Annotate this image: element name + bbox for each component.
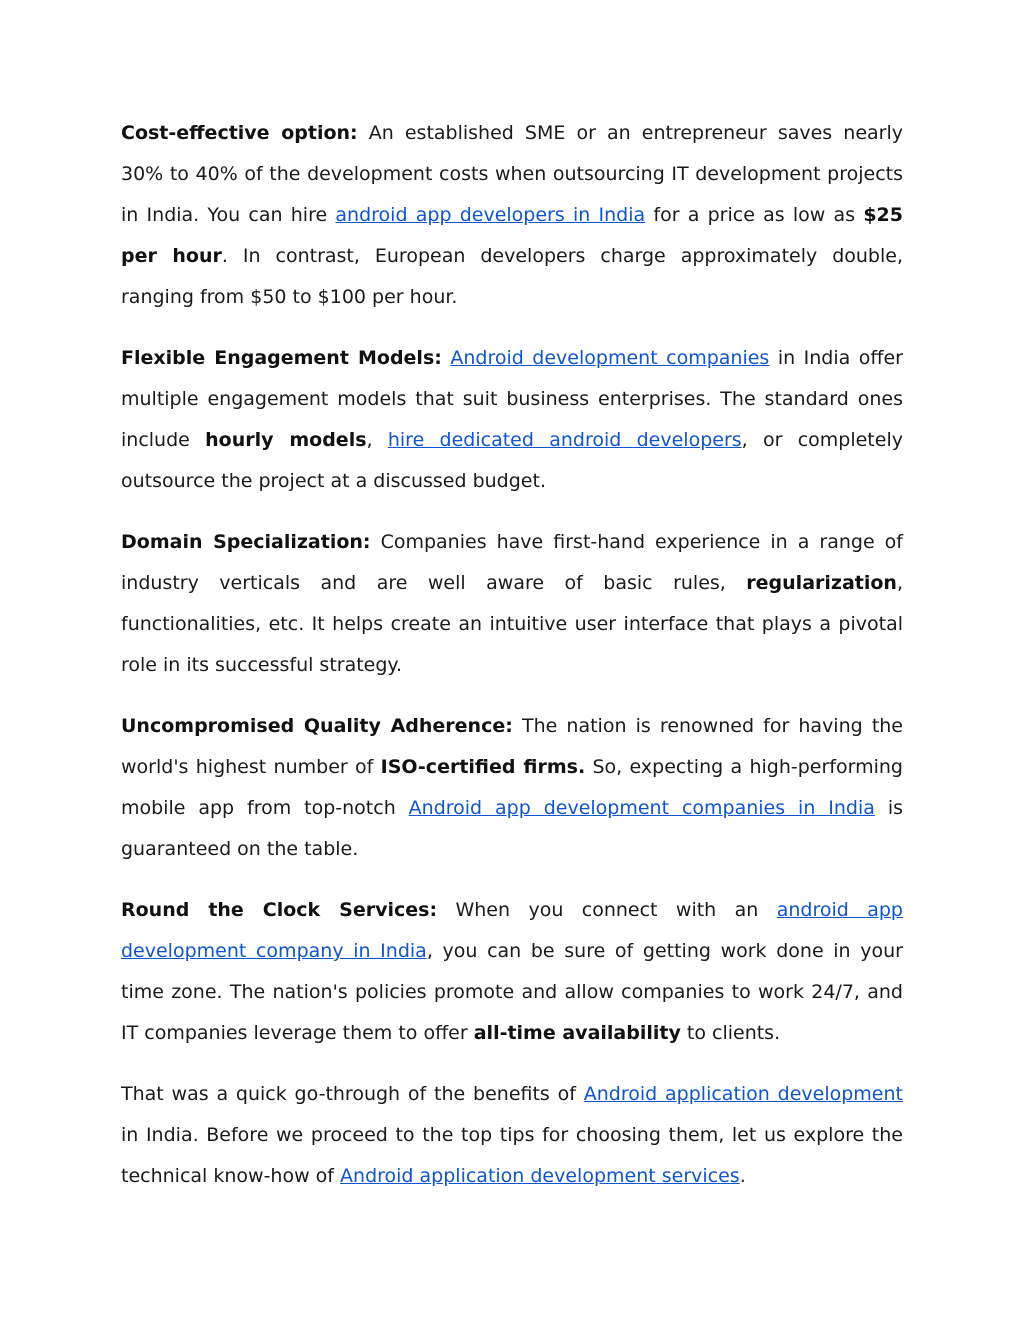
heading-domain-specialization: Domain Specialization:: [121, 531, 371, 553]
body-text: When you connect with an: [437, 899, 777, 921]
bold-regularization: regularization: [746, 572, 897, 594]
heading-quality-adherence: Uncompromised Quality Adherence:: [121, 715, 513, 737]
body-text: .: [739, 1165, 746, 1187]
body-text: Companies have first-hand experience in a range of industry verticals and are well aware of basic rules,: [121, 531, 903, 594]
link-android-development-companies[interactable]: Android development companies: [450, 347, 770, 369]
body-text: So, expecting a high-performing mobile app from top-notch: [121, 756, 903, 819]
paragraph-quality-adherence: [121, 706, 903, 870]
body-text: for a price as low as: [645, 204, 864, 226]
paragraph-conclusion: [121, 1074, 903, 1197]
body-text: , or completely outsource the project at a discussed budget.: [121, 429, 903, 492]
heading-flexible-engagement: Flexible Engagement Models:: [121, 347, 442, 369]
link-android-app-development-company-india[interactable]: android app development company in India: [121, 899, 903, 962]
document-page: [121, 113, 903, 1197]
paragraph-cost-effective: [121, 113, 903, 318]
link-android-application-development-services[interactable]: Android application development services: [340, 1165, 740, 1187]
paragraph-round-the-clock: [121, 890, 903, 1054]
link-hire-dedicated-android-developers[interactable]: hire dedicated android developers: [387, 429, 742, 451]
bold-price: $25 per hour: [121, 204, 903, 267]
heading-cost-effective: Cost-effective option:: [121, 122, 358, 144]
body-text: ,: [366, 429, 388, 451]
paragraph-domain-specialization: [121, 522, 903, 686]
bold-iso-certified: ISO-certified firms.: [380, 756, 586, 778]
body-text: That was a quick go-through of the benefits of: [121, 1083, 584, 1105]
bold-all-time-availability: all-time availability: [473, 1022, 681, 1044]
body-text: . In contrast, European developers charge approximately double, ranging from $50 to $100 per hour.: [121, 245, 904, 308]
bold-hourly-models: hourly models: [205, 429, 367, 451]
body-text: An established SME or an entrepreneur saves nearly 30% to 40% of the development costs when outsourcing IT development projects in India. You can hire: [121, 122, 903, 226]
body-text: The nation is renowned for having the world's highest number of: [121, 715, 903, 778]
body-text: , functionalities, etc. It helps create an intuitive user interface that plays a pivotal role in its successful strategy.: [121, 572, 903, 676]
paragraph-flexible-engagement: [121, 338, 903, 502]
body-text: to clients.: [680, 1022, 781, 1044]
link-android-app-developers-india[interactable]: android app developers in India: [335, 204, 646, 226]
body-text: in India. Before we proceed to the top tips for choosing them, let us explore the technical know-how of: [121, 1124, 903, 1187]
link-android-app-development-companies-india[interactable]: Android app development companies in India: [408, 797, 875, 819]
body-text: , you can be sure of getting work done in your time zone. The nation's policies promote and allow companies to work 24/7, and IT companies leverage them to offer: [121, 940, 903, 1044]
body-text: is guaranteed on the table.: [121, 797, 903, 860]
body-text: in India offer multiple engagement models that suit business enterprises. The standard ones include: [121, 347, 903, 451]
heading-round-the-clock: Round the Clock Services:: [121, 899, 438, 921]
link-android-application-development[interactable]: Android application development: [583, 1083, 903, 1105]
